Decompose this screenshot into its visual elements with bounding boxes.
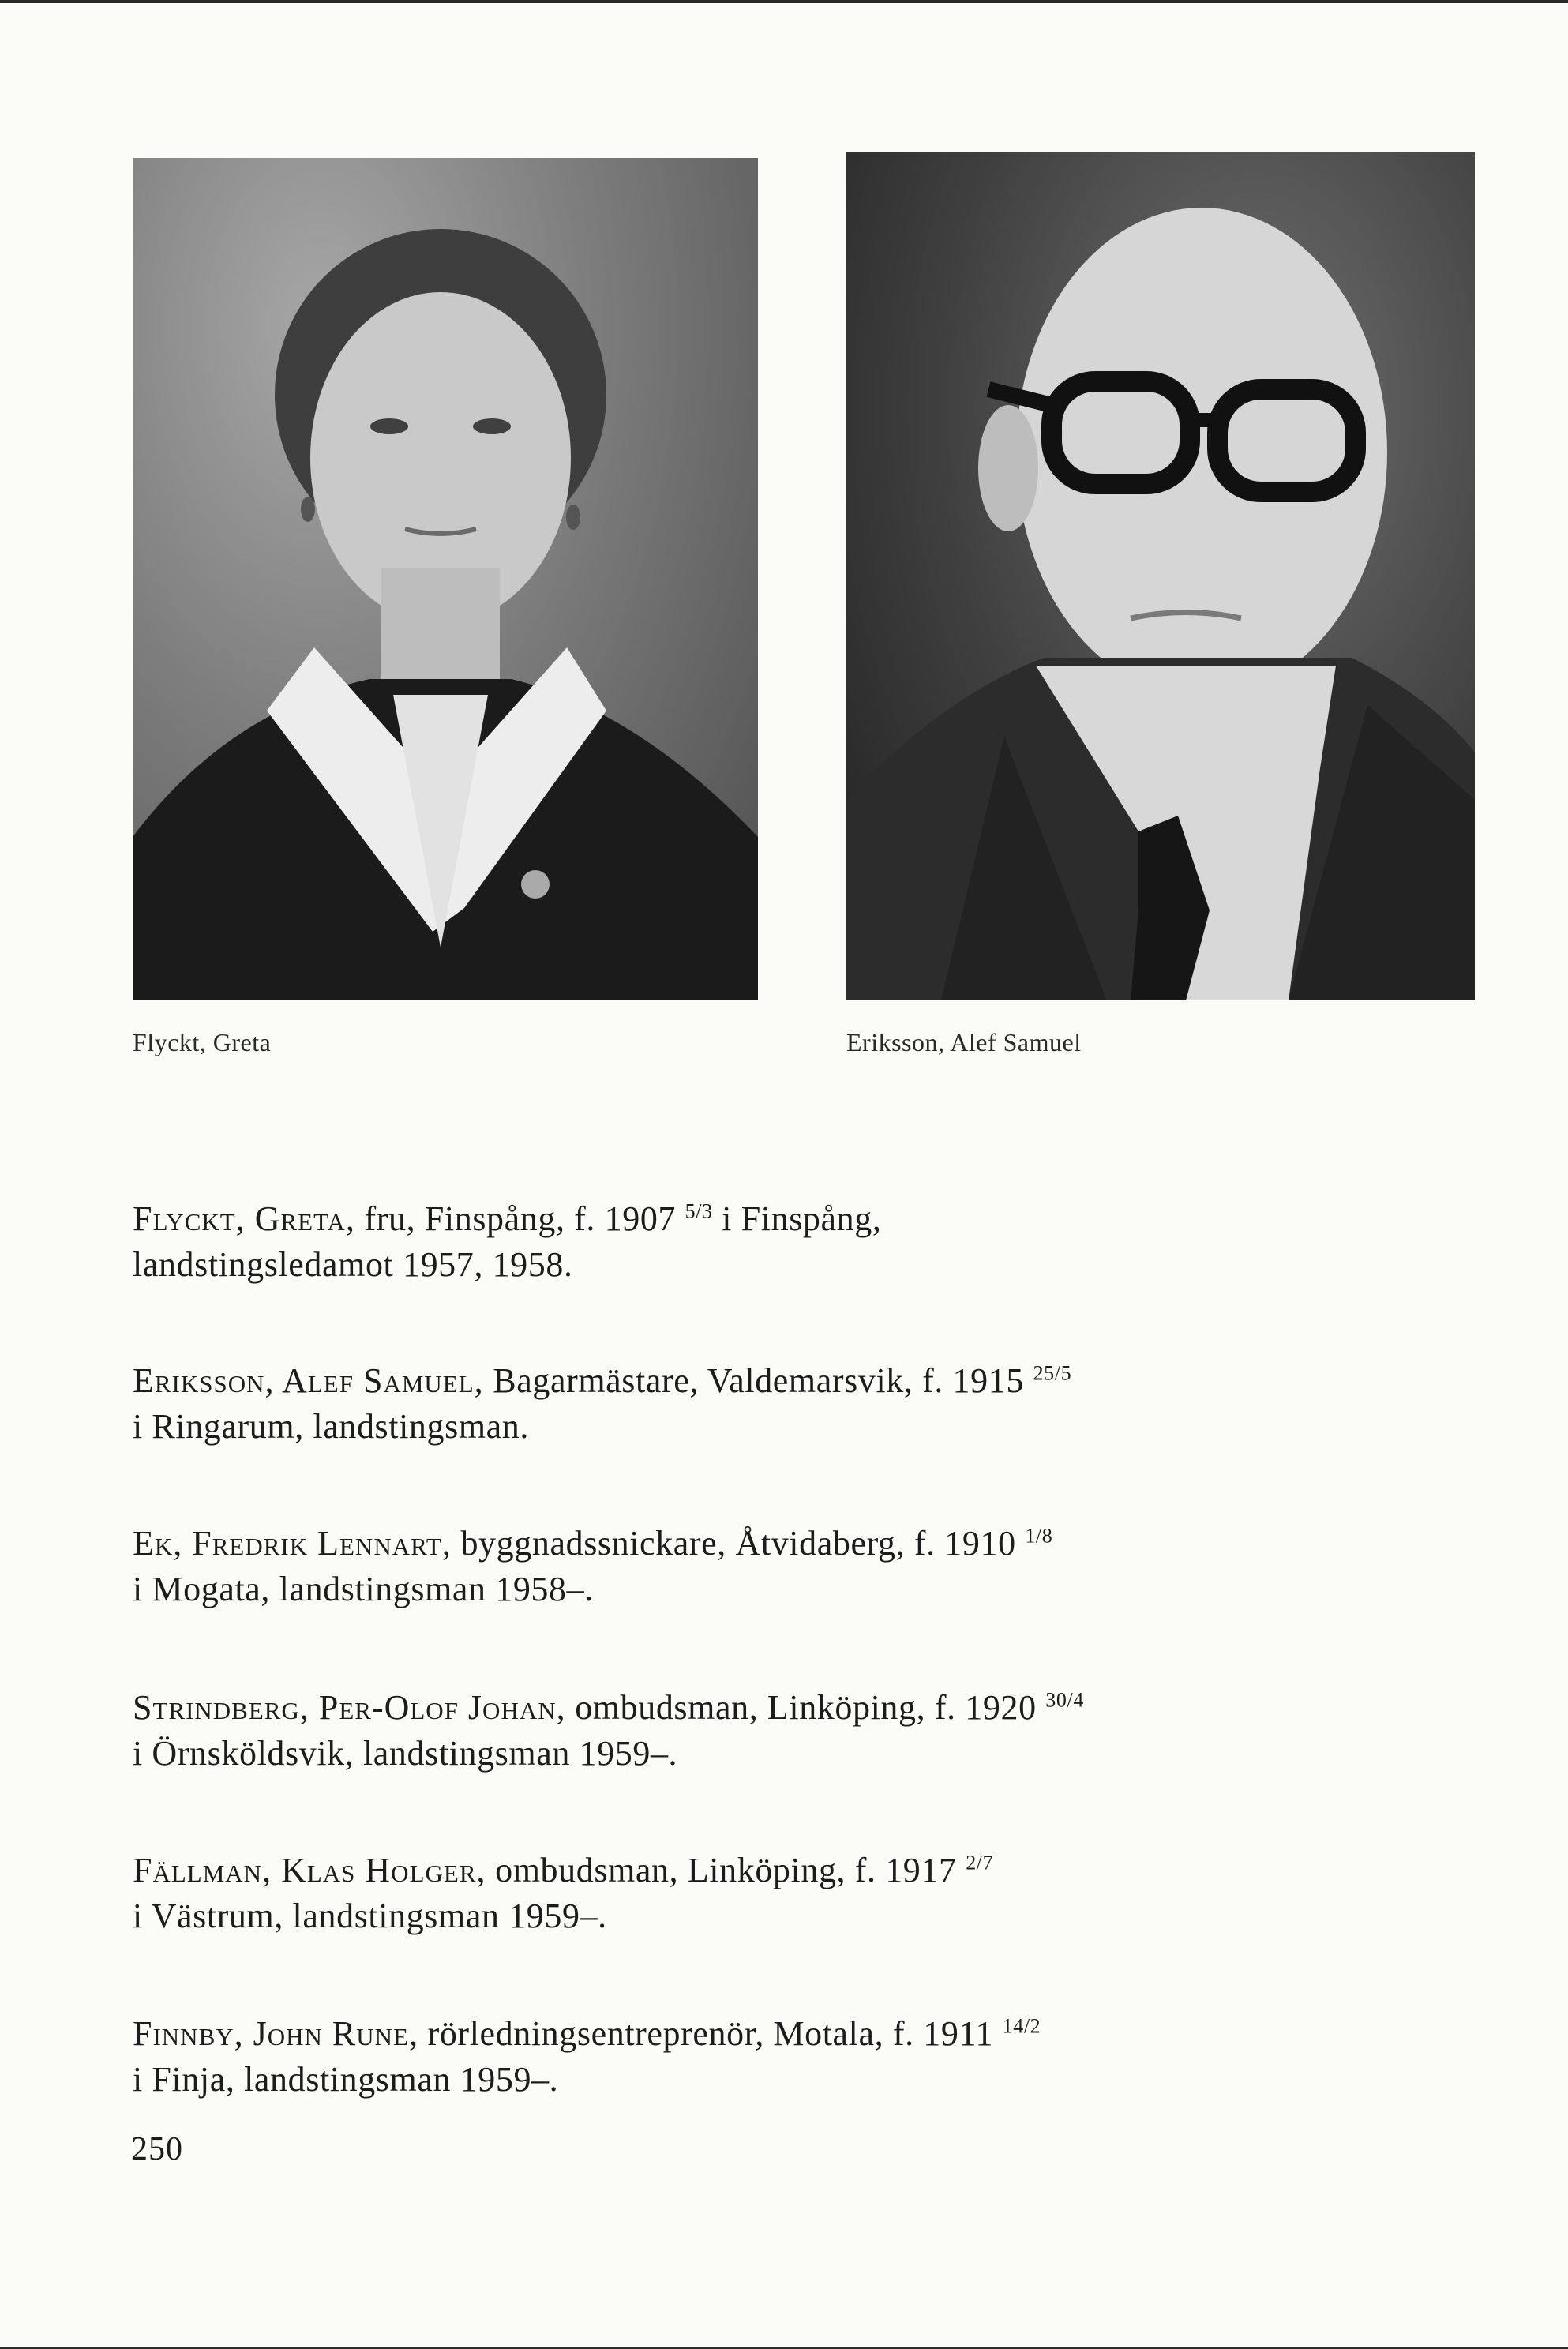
biography-entry <box>133 1196 1475 1288</box>
entry-text: rörledningsentreprenör, Motala, f. 1911 <box>418 2014 1003 2053</box>
entry-text: Bagarmästare, Valdemarsvik, f. 1915 <box>483 1361 1033 1400</box>
entry-text: ombudsman, Linköping, f. 1917 <box>486 1851 966 1889</box>
birth-date-superscript: 14/2 <box>1002 2014 1041 2038</box>
portrait-woman-illustration <box>133 158 758 1000</box>
photo-caption: Eriksson, Alef Samuel <box>846 1028 1082 1056</box>
entry-line-2: i Mogata, landstingsman 1958–. <box>133 1570 594 1608</box>
portrait-photo-eriksson <box>846 152 1475 1000</box>
biography-entry <box>133 1848 1475 1939</box>
page-top-border <box>0 0 1568 3</box>
portrait-man-illustration <box>846 152 1475 1000</box>
entry-line-2: landstingsledamot 1957, 1958. <box>133 1245 573 1284</box>
entry-line-2: i Finja, landstingsman 1959–. <box>133 2060 559 2099</box>
entry-text: i Finspång, <box>712 1199 882 1238</box>
entry-line-2: i Västrum, landstingsman 1959–. <box>133 1897 607 1935</box>
birth-date-superscript: 5/3 <box>685 1199 713 1223</box>
person-name: Eriksson, Alef Samuel, <box>133 1361 484 1400</box>
biography-entry <box>133 1521 1475 1612</box>
person-name: Flyckt, Greta, <box>133 1199 355 1238</box>
entry-line-2: i Ringarum, landstingsman. <box>133 1407 530 1446</box>
person-name: Fällman, Klas Holger, <box>133 1851 486 1889</box>
page-number: 250 <box>131 2131 183 2167</box>
birth-date-superscript: 1/8 <box>1025 1524 1053 1548</box>
photo-caption: Flyckt, Greta <box>133 1028 272 1056</box>
biography-entry <box>133 1685 1475 1777</box>
biography-entry <box>133 2011 1475 2103</box>
biography-entry <box>133 1358 1475 1450</box>
birth-date-superscript: 25/5 <box>1033 1361 1072 1385</box>
entry-line-2: i Örnsköldsvik, landstingsman 1959–. <box>133 1734 678 1773</box>
entry-text: fru, Finspång, f. 1907 <box>354 1199 685 1238</box>
birth-date-superscript: 30/4 <box>1045 1688 1084 1712</box>
birth-date-superscript: 2/7 <box>966 1851 994 1874</box>
entry-text: ombudsman, Linköping, f. 1920 <box>565 1688 1046 1727</box>
portrait-photo-flyckt <box>133 158 758 1000</box>
person-name: Strindberg, Per-Olof Johan, <box>133 1688 566 1727</box>
entry-text: byggnadssnickare, Åtvidaberg, f. 1910 <box>451 1524 1026 1563</box>
person-name: Ek, Fredrik Lennart, <box>133 1524 452 1563</box>
person-name: Finnby, John Rune, <box>133 2014 418 2053</box>
